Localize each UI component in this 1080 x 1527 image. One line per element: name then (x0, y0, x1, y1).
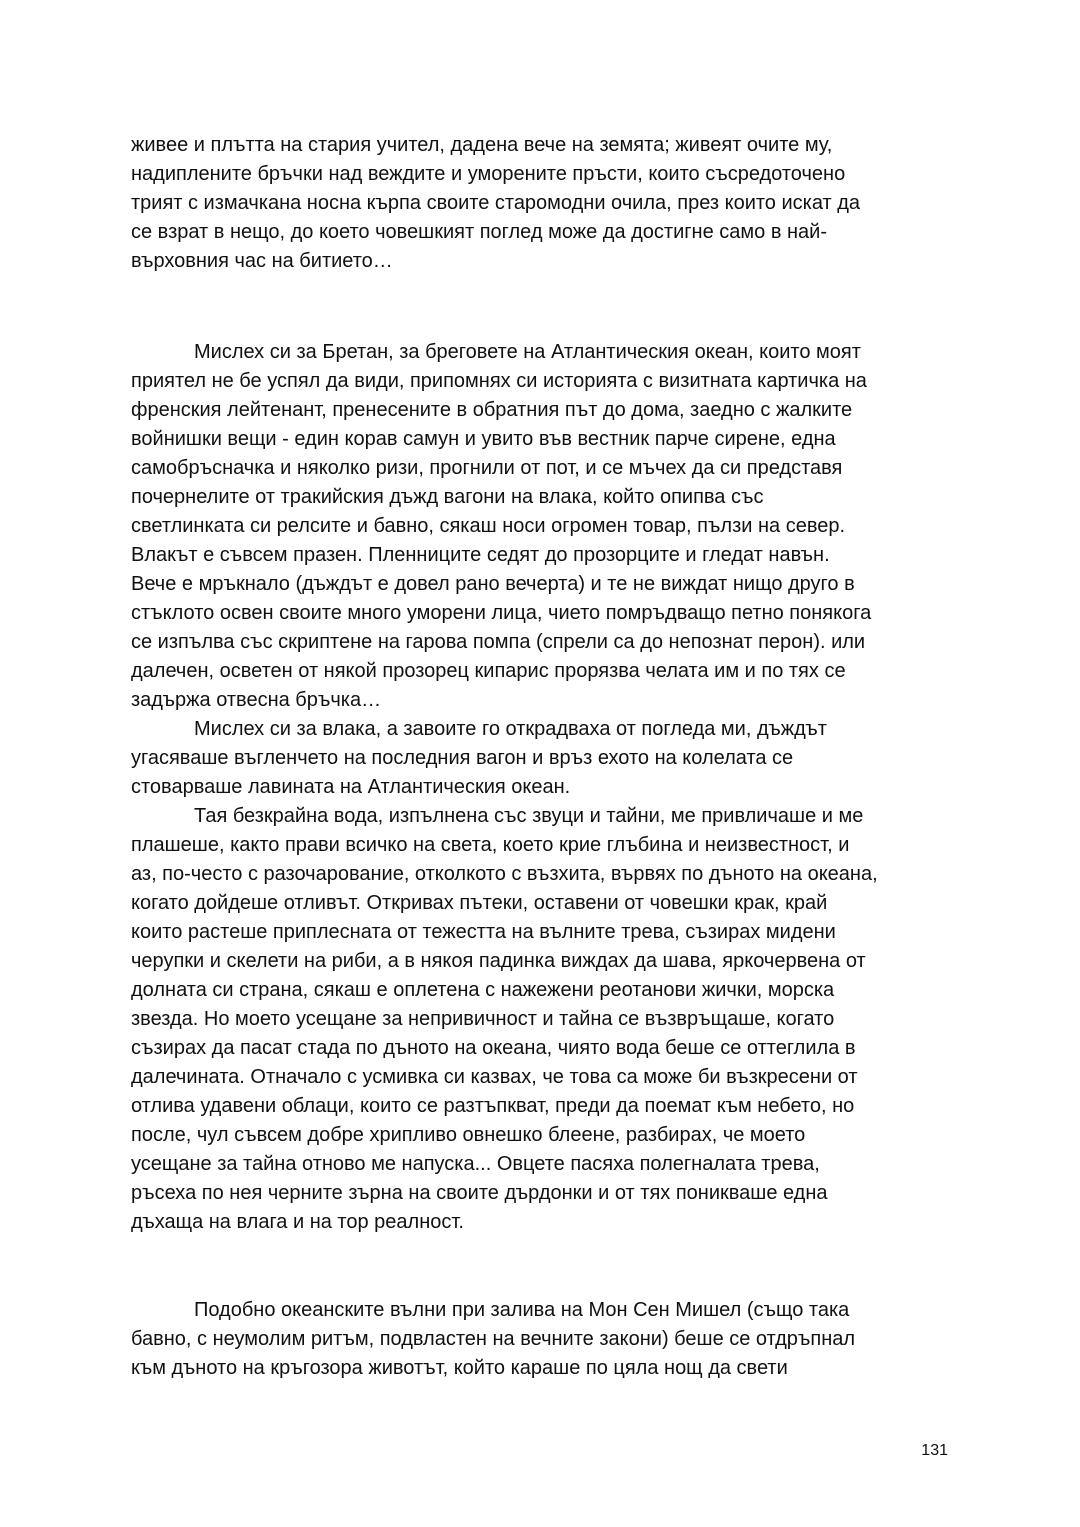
text-line: Подобно океанските вълни при залива на Мон Сен Мишел (също така (194, 1299, 850, 1321)
text-line: войнишки вещи - един корав самун и увито във вестник парче сирене, една (131, 428, 836, 450)
text-line: когато дойдеше отливът. Откривах пътеки, оставени от човешки крак, край (131, 892, 828, 914)
text-line: които растеше приплесната от тежестта на вълните трева, съзирах мидени (131, 921, 836, 943)
paragraph-1 (131, 131, 961, 276)
paragraph-5 (131, 1296, 961, 1383)
text-line: Влакът е съвсем празен. Пленниците седят до прозорците и гледат навън. (131, 544, 830, 566)
text-line: аз, по-често с разочарование, отколкото с възхита, вървях по дъното на океана, (131, 863, 878, 885)
text-line: Мислех си за Бретан, за бреговете на Атлантическия океан, които моят (194, 341, 861, 363)
text-line: приятел не бе успял да види, припомнях си историята с визитната картичка на (131, 370, 867, 392)
text-line: отлива удавени облаци, които се разтъпкват, преди да поемат към небето, но (131, 1095, 855, 1117)
page-number: 131 (921, 1442, 948, 1459)
text-line: после, чул съвсем добре хрипливо овнешко блеене, разбирах, че моето (131, 1124, 806, 1146)
text-line: далечен, осветен от някой прозорец кипарис прорязва челата им и по тях се (131, 660, 846, 682)
text-line: Тая безкрайна вода, изпълнена със звуци и тайни, ме привличаше и ме (194, 805, 864, 827)
text-line: стъклото освен своите много уморени лица, чието помръдващо петно понякога (131, 602, 872, 624)
text-line: към дъното на кръгозора животът, който караше по цяла нощ да свети (131, 1357, 788, 1379)
text-line: се изпълва със скриптене на гарова помпа (спрели са до непознат перон). или (131, 631, 866, 653)
paragraph-4 (131, 802, 961, 1237)
text-line: Мислех си за влака, а завоите го открадваха от погледа ми, дъждът (194, 718, 827, 740)
text-line: Вече е мръкнало (дъждът е довел рано вечерта) и те не виждат нищо друго в (131, 573, 855, 595)
text-line: плашеше, както прави всичко на света, което крие глъбина и неизвестност, и (131, 834, 850, 856)
text-line: съзирах да пасат стада по дъното на океана, чиято вода беше се оттеглила в (131, 1037, 856, 1059)
text-line: дъхаща на влага и на тор реалност. (131, 1211, 464, 1233)
text-line: ръсеха по нея черните зърна на своите дърдонки и от тях поникваше една (131, 1182, 828, 1204)
text-line: надиплените бръчки над веждите и уморените пръсти, които съсредоточено (131, 163, 846, 185)
text-line: френския лейтенант, пренесените в обратния път до дома, заедно с жалките (131, 399, 853, 421)
text-line: се взрат в нещо, до което човешкият поглед може да достигне само в най- (131, 221, 828, 243)
text-line: почернелите от тракийския дъжд вагони на влака, който опипва със (131, 486, 764, 508)
text-line: трият с измачкана носна кърпа своите старомодни очила, през които искат да (131, 192, 861, 214)
text-line: звезда. Но моето усещане за непривичност и тайна се възвръщаше, когато (131, 1008, 835, 1030)
paragraph-2 (131, 338, 961, 715)
text-line: усещане за тайна отново ме напуска... Овцете пасяха полегналата трева, (131, 1153, 820, 1175)
text-line: угасяваше въгленчето на последния вагон и връз ехото на колелата се (131, 747, 794, 769)
text-line: черупки и скелети на риби, а в някоя падинка виждах да шава, яркочервена от (131, 950, 866, 972)
text-line: задържа отвесна бръчка… (131, 689, 382, 711)
text-line: светлинката си релсите и бавно, сякаш носи огромен товар, пълзи на север. (131, 515, 846, 537)
text-line: стоварваше лавината на Атлантическия океан. (131, 776, 571, 798)
paragraph-3 (131, 715, 961, 802)
text-line: далечината. Отначало с усмивка си казвах, че това са може би възкресени от (131, 1066, 858, 1088)
text-line: долната си страна, сякаш е оплетена с нажежени реотанови жички, морска (131, 979, 835, 1001)
text-line: живее и плътта на стария учител, дадена вече на земята; живеят очите му, (131, 134, 833, 156)
text-line: бавно, с неумолим ритъм, подвластен на вечните закони) беше се отдръпнал (131, 1328, 856, 1350)
text-line: върховния час на битието… (131, 250, 393, 272)
text-line: самобръсначка и няколко ризи, прогнили от пот, и се мъчех да си представя (131, 457, 843, 479)
